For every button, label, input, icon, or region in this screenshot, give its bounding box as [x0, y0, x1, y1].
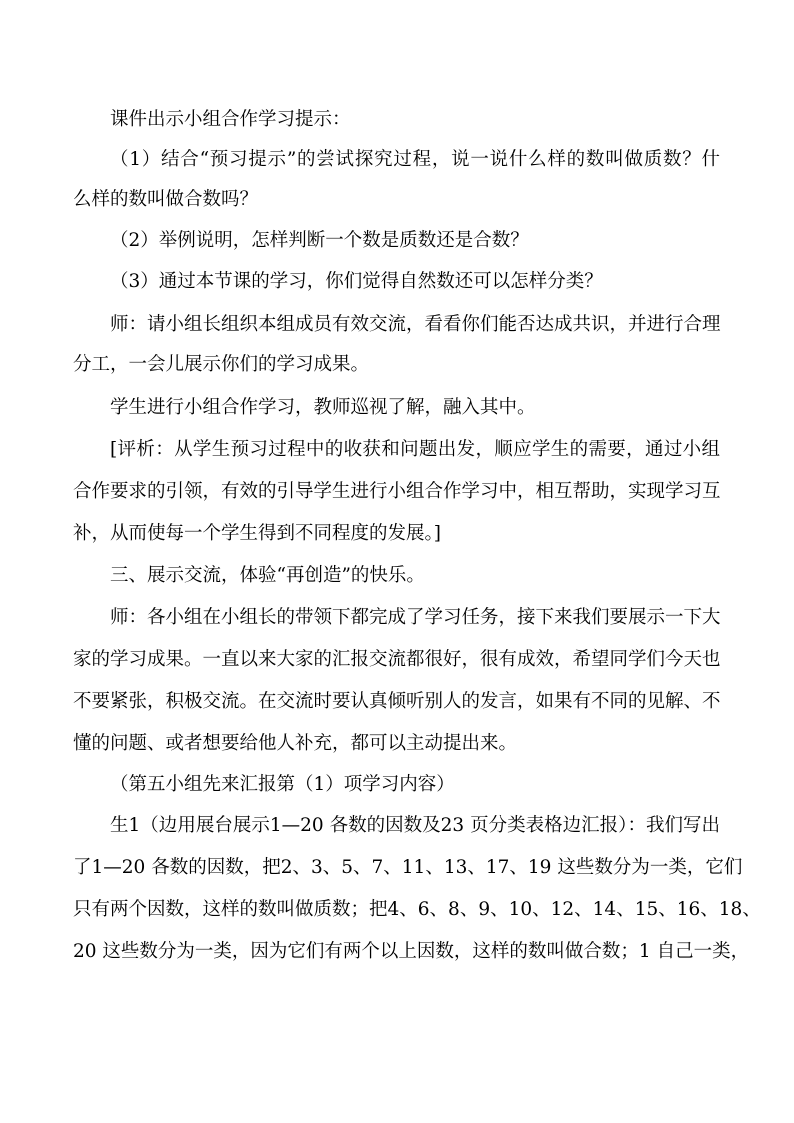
paragraph-line: （2）举例说明，怎样判断一个数是质数还是合数？ — [110, 230, 529, 251]
paragraph-line: 合作要求的引领，有效的引导学生进行小组合作学习中，相互帮助，实现学习互 — [73, 481, 721, 502]
paragraph-line: （第五小组先来汇报第（1）项学习内容） — [110, 774, 455, 795]
paragraph-line: 三、展示交流，体验“再创造”的快乐。 — [110, 565, 425, 586]
paragraph-line: （3）通过本节课的学习，你们觉得自然数还可以怎样分类？ — [110, 271, 603, 292]
paragraph-line: [评析：从学生预习过程中的收获和问题出发，顺应学生的需要，通过小组 — [110, 439, 720, 460]
paragraph-line: 只有两个因数，这样的数叫做质数；把4、6、8、9、10、12、14、15、16、18、 — [73, 899, 761, 920]
paragraph-line: 么样的数叫做合数吗？ — [73, 189, 259, 210]
paragraph-line: 20 这些数分为一类，因为它们有两个以上因数，这样的数叫做合数；1 自己一类， — [73, 941, 750, 962]
paragraph-line: 不要紧张，积极交流。在交流时要认真倾听别人的发言，如果有不同的见解、不 — [73, 691, 721, 712]
paragraph-line: 师：各小组在小组长的带领下都完成了学习任务，接下来我们要展示一下大 — [110, 607, 721, 628]
paragraph-line: 家的学习成果。一直以来大家的汇报交流都很好，很有成效，希望同学们今天也 — [73, 649, 721, 670]
paragraph-line: 了1—20 各数的因数，把2、3、5、7、11、13、17、19 这些数分为一类，它们 — [73, 857, 743, 878]
paragraph-line: 课件出示小组合作学习提示： — [110, 109, 351, 130]
paragraph-line: （1）结合“预习提示”的尝试探究过程，说一说什么样的数叫做质数？什 — [110, 149, 720, 170]
paragraph-line: 学生进行小组合作学习，教师巡视了解，融入其中。 — [110, 397, 536, 418]
paragraph-line: 生1（边用展台展示1—20 各数的因数及23 页分类表格边汇报）：我们写出 — [110, 815, 720, 836]
paragraph-line: 补，从而使每一个学生得到不同程度的发展。] — [73, 523, 441, 544]
paragraph-line: 懂的问题、或者想要给他人补充，都可以主动提出来。 — [73, 733, 518, 754]
paragraph-line: 分工，一会儿展示你们的学习成果。 — [73, 354, 370, 375]
paragraph-line: 师：请小组长组织本组成员有效交流，看看你们能否达成共识，并进行合理 — [110, 314, 721, 335]
